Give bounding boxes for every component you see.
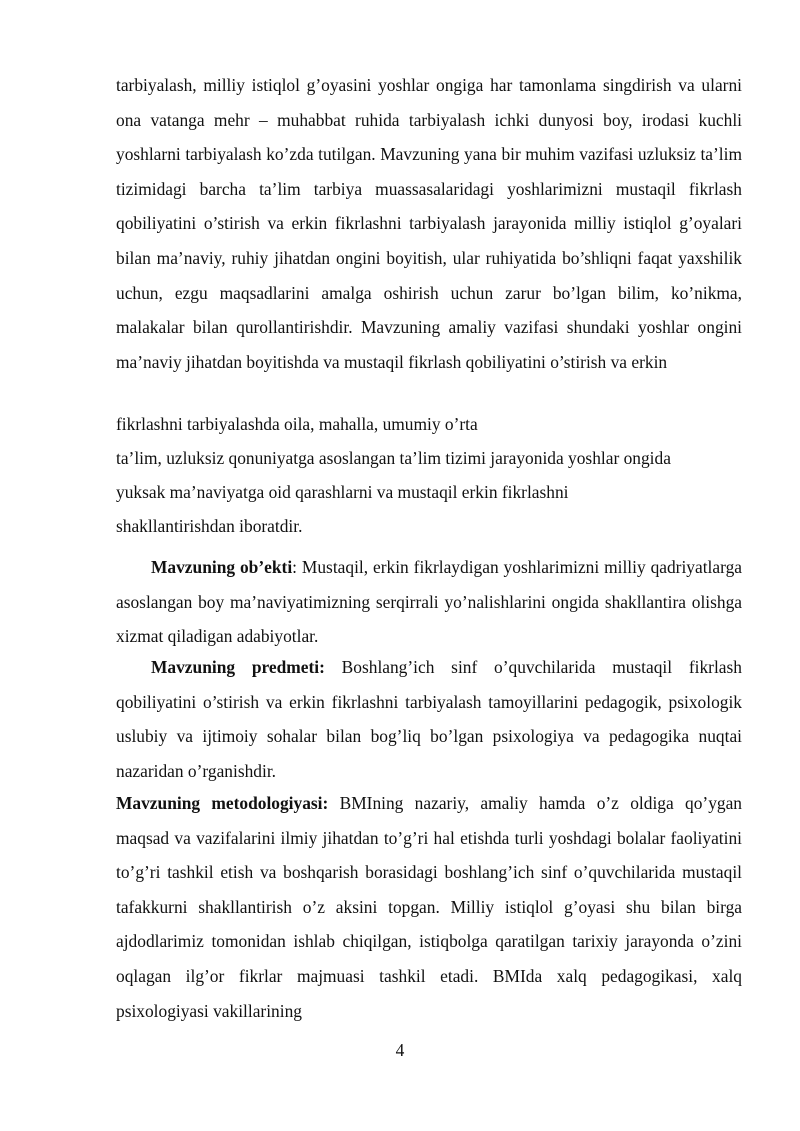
methodology-label: Mavzuning metodologiyasi: [116, 793, 329, 813]
paragraph-line: yuksak ma’naviyatga oid qarashlarni va mustaqil erkin fikrlashni [116, 482, 569, 502]
paragraph-subject [116, 650, 742, 788]
paragraph-tasks: tarbiyalash, milliy istiqlol g’oyasini yoshlar ongiga har tamonlama singdirish va ularni ona vatanga mehr – muhabbat ruhida tarbiyalash ichki dunyosi boy, irodasi kuchli yoshlarni tarbiyalash ko’zda tutilgan. Mavzuning yana bir muhim vazifasi uzluksiz ta’lim tizimidagi barcha ta’lim tarbiya muassasalaridagi yoshlarimizni mustaqil fikrlash qobiliyatini o’stirish va erkin fikrlashni tarbiyalash jarayonida milliy istiqlol g’oyalari bilan ma’naviy, ruhiy jihatdan ongini boyitish, ular ruhiyatida bo’shliqni faqat yaxshilik uchun, ezgu maqsadlarini amalga oshirish uchun zarur bo’lgan bilim, ko’nikma, malakalar bilan qurollantirishdir. Mavzuning amaliy vazifasi shundaki yoshlar ongini ma’naviy jihatdan boyitishda va mustaqil fikrlash qobiliyatini o’stirish va erkin [116, 75, 742, 372]
paragraph-line: shakllantirishdan iboratdir. [116, 516, 303, 536]
object-text: : Mustaqil, erkin fikrlaydigan yoshlarimizni milliy qadriyatlarga asoslangan boy ma’naviyatimizning serqirrali yo’nalishlarini ongida shakllantira olishga xizmat qiladigan adabiyotlar. [116, 557, 742, 647]
paragraph-object [116, 550, 742, 654]
subject-label: Mavzuning predmeti: [151, 657, 325, 677]
page-number: 4 [395, 1040, 405, 1060]
object-label: Mavzuning ob’ekti [151, 557, 293, 577]
subject-text: Boshlang’ich sinf o’quvchilarida mustaqil fikrlash qobiliyatini o’stirish va erkin fikrlashni tarbiyalash tamoyillarini pedagogik, psixologik uslubiy va ijtimoiy sohalar bilan bog’liq bo’lgan psixologiya va pedagogika nuqtai nazaridan o’rganishdir. [116, 657, 742, 781]
paragraph-methodology [116, 786, 742, 1028]
methodology-text: BMIning nazariy, amaliy hamda o’z oldiga qo’ygan maqsad va vazifalarini ilmiy jihatdan to’g’ri hal etishda turli yoshdagi bolalar faoliyatini to’g’ri tashkil etish va boshqarish borasidagi boshlang’ich sinf o’quvchilarida mustaqil tafakkurni shakllantirish o’z aksini topgan. Milliy istiqlol g’oyasi shu bilan birga ajdodlarimiz tomonidan ishlab chiqilgan, istiqbolga qaratilgan tarixiy jarayonda o’zini oqlagan ilg’or fikrlar majmuasi tashkil etadi. BMIda xalq pedagogikasi, xalq psixologiyasi vakillarining [116, 793, 742, 1021]
paragraph-line: ta’lim, uzluksiz qonuniyatga asoslangan ta’lim tizimi jarayonida yoshlar ongida [116, 448, 671, 468]
paragraph-line: fikrlashni tarbiyalashda oila, mahalla, umumiy o’rta [116, 414, 478, 434]
